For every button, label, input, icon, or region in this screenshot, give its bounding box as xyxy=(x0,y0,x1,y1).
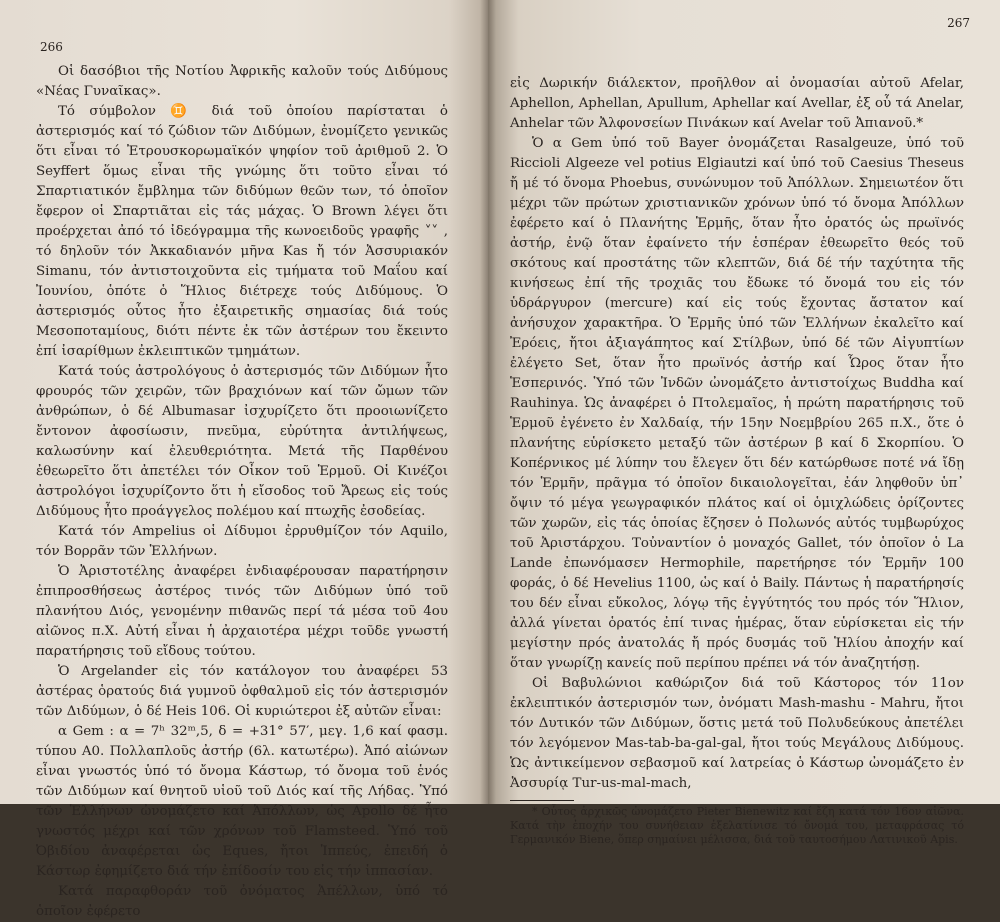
paragraph: Κατά παραφθοράν τοῦ ὀνόματος Ἀπέλλων, ὑπό τό ὁποῖον ἐφέρετο xyxy=(36,884,448,919)
paragraph: Κατά τόν Ampelius οἱ Δίδυμοι ἐρρυθμίζον τόν Aquilo, τόν Βορρᾶν τῶν Ἑλλήνων. xyxy=(36,524,448,559)
page-text xyxy=(36,62,448,922)
right-page xyxy=(488,0,1000,846)
footnote-rule xyxy=(510,800,574,801)
paragraph: εἰς Δωρικήν διάλεκτον, προῆλθον αἱ ὀνομασίαι αὐτοῦ Afelar, Aphellon, Aphellan, Apullum, Aphellar καί Avellar, ἐξ οὗ τά Anelar, Anhelar τῶν Ἀλφονσείων Πινάκων καί Avelar τοῦ Ἀπιανοῦ.* xyxy=(510,76,964,131)
page-text xyxy=(510,74,964,847)
paragraph: Τό σύμβολον ♊ διά τοῦ ὁποίου παρίσταται ὁ ἀστερισμός καί τό ζώδιον τῶν Διδύμων, ἐνομίζετο γενικῶς ὅτι εἶναι τό Ἐτρουσκορωμαϊκόν ψηφίον τοῦ ἀριθμοῦ 2. Ὁ Seyffert ὅμως εἶναι τῆς γνώμης ὅτι τοῦτο εἶναι τό Σπαρτιατικόν ἔμβλημα τῶν διδύμων θεῶν των, τό ὁποῖον ἔφερον οἱ Σπαρτιᾶται εἰς τάς μάχας. Ὁ Brown λέγει ὅτι προέρχεται ἀπό τό ἰδεόγραμμα τῆς κωνοειδοῦς γραφῆς ˅˅ , τό δηλοῦν τόν Ἀκκαδιανόν μῆνα Kas ἤ τόν Ἀσσυριακόν Simanu, τόν ἀντιστοιχοῦντα εἰς τμήματα τοῦ Μαΐου καί Ἰουνίου, ὁπότε ὁ Ἥλιος διέτρεχε τούς Διδύμους. Ὁ ἀστερισμός οὗτος ἦτο ἐξαιρετικῆς σημασίας διά τούς Μεσοποταμίους, διότι πέντε ἐκ τῶν ἀστέρων του ἔκειντο ἐπί ἰσαρίθμων ἐκλειπτικῶν τμημάτων. xyxy=(36,104,448,359)
paragraph: Κατά τούς ἀστρολόγους ὁ ἀστερισμός τῶν Διδύμων ἦτο φρουρός τῶν χειρῶν, τῶν βραχιόνων καί τῶν ὤμων τῶν ἀνθρώπων, ὁ δέ Albumasar ἰσχυρίζετο ὅτι προοιωνίζετο ἔντονον ἀφοσίωσιν, πνεῦμα, εὐρύτητα ἀντιλήψεως, καλωσύνην καί ἐλευθεριότητα. Μετά τῆς Παρθένου ἐθεωρεῖτο ὅτι ἀπετέλει τόν Οἶκον τοῦ Ἑρμοῦ. Οἱ Κινέζοι ἀστρολόγοι ἰσχυρίζοντο ὅτι ἡ εἴσοδος τοῦ Ἄρεως εἰς τούς Διδύμους ἦτο προάγγελος πολέμου καί πτωχῆς ἐσοδείας. xyxy=(36,364,448,519)
page-number: 266 xyxy=(40,40,63,54)
paragraph: Ὁ Argelander εἰς τόν κατάλογον του ἀναφέρει 53 ἀστέρας ὁρατούς διά γυμνοῦ ὀφθαλμοῦ εἰς τόν ἀστερισμόν τῶν Διδύμων, ὁ δέ Heis 106. Οἱ κυριώτεροι ἐξ αὐτῶν εἶναι: xyxy=(36,664,448,719)
left-page xyxy=(0,0,488,919)
paragraph: α Gem : α = 7ʰ 32ᵐ,5, δ = +31° 57′, μεγ. 1,6 καί φασμ. τύπου A0. Πολλαπλοῦς ἀστήρ (6λ. κατωτέρω). Ἀπό αἰώνων εἶναι γνωστός ὑπό τό ὄνομα Κάστωρ, τό ὄνομα τοῦ ἑνός τῶν Διδύμων καί θνητοῦ υἱοῦ τοῦ Διός καί τῆς Λήδας. Ὑπό τῶν Ἑλλήνων ὠνομάζετο καί Ἀπόλλων, ὡς Apollo δέ ἦτο γνωστός μέχρι καί τῶν χρόνων τοῦ Flamsteed. Ὑπό τοῦ Ὀβιδίου ἀναφέρεται ὡς Eques, ἤτοι Ἱππεύς, ἐπειδή ὁ Κάστωρ ἐφημίζετο διά τήν ἐπίδοσίν του εἰς τήν ἱππασίαν. xyxy=(36,724,448,879)
paragraph: Οἱ δασόβιοι τῆς Νοτίου Ἀφρικῆς καλοῦν τούς Διδύμους «Νέας Γυναῖκας». xyxy=(36,64,448,99)
footnote: * Οὗτος ἀρχικῶς ὠνομάζετο Pieter Bienewitz καί ἔζη κατά τόν 16ον αἰῶνα. Κατά τὴν ἐποχήν του συνήθειαν ἐξελατίνισε τό ὄνομά του, μεταφράσας τό Γερμανικόν Biene, ὅπερ σημαίνει μέλισσα, διά τοῦ ταυτοσήμου Λατινικοῦ Apis. xyxy=(510,805,964,846)
paragraph: Ὁ α Gem ὑπό τοῦ Bayer ὀνομάζεται Rasalgeuze, ὑπό τοῦ Riccioli Algeeze vel potius Elgiautzi καί ὑπό τοῦ Caesius Theseus ἤ μέ τό ὄνομα Phoebus, συνώνυμον τοῦ Ἀπόλλων. Σημειωτέον ὅτι μέχρι τῶν πρώτων χριστιανικῶν χρόνων ὑπό τό ὄνομα Ἀπόλλων ἐφέρετο καί ὁ Πλανήτης Ἑρμῆς, ὅταν ἦτο ὁρατός ὡς πρωϊνός ἀστήρ, ἐνῷ ὅταν ἐφαίνετο τήν ἑσπέραν ἐθεωρεῖτο θεός τοῦ σκότους καί προστάτης τῶν κλεπτῶν, διά δέ τήν ταχύτητα τῆς κινήσεως ἐπί τῆς τροχιᾶς του ἔδωκε τό ὄνομά του εἰς τόν ὑδράργυρον (mercure) καί εἰς τούς ἔχοντας ἄστατον καί ἀνήσυχον χαρακτῆρα. Ὁ Ἑρμῆς ὑπό τῶν Ἑλλήνων ἐκαλεῖτο καί Ἐρόεις, ἤτοι ἀξιαγάπητος καί Στίλβων, ὑπό δέ τῶν Αἰγυπτίων ἐλέγετο Set, ὅταν ἦτο πρωϊνός ἀστήρ καί Ὧρος ὅταν ἦτο Ἑσπερινός. Ὑπό τῶν Ἰνδῶν ὠνομάζετο ἀντιστοίχως Buddha καί Rauhinya. Ὡς ἀναφέρει ὁ Πτολεμαῖος, ἡ πρώτη παρατήρησις τοῦ Ἑρμοῦ ἐγένετο ἐν Χαλδαίᾳ, τήν 15ην Νοεμβρίου 265 π.Χ., ὅτε ὁ πλανήτης εὑρίσκετο μεταξύ τῶν ἀστέρων β καί δ Σκορπίου. Ὁ Κοπέρνικος μέ λύπην του ἔλεγεν ὅτι δέν κατώρθωσε ποτέ νά ἴδῃ τόν Ἑρμῆν, πρᾶγμα τό ὁποῖον δικαιολογεῖται, ἐάν ληφθοῦν ὑπ᾽ ὄψιν τό μέγα γεωγραφικόν πλάτος καί οἱ ὁμιχλώδεις ὁρίζοντες τῶν χωρῶν, εἰς τάς ὁποίας ἔζησεν ὁ Πολωνός αὐτός τυμβωρύχος τοῦ Ἀριστάρχου. Τοὐναντίον ὁ μοναχός Gallet, τόν ὁποῖον ὁ La Lande ἐπωνόμασεν Hermophile, παρετήρησε τόν Ἑρμῆν 100 φοράς, ὁ δέ Hevelius 1100, ὡς καί ὁ Baily. Πάντως ἡ παρατήρησίς του δέν εἶναι εὔκολος, λόγῳ τῆς ἐγγύτητός του πρός τόν Ἥλιον, ἀλλά γίνεται ὁρατός ἐπί τινας ἡμέρας, ὅταν εὑρίσκεται εἰς τήν μεγίστην πρός ἀνατολάς ἤ πρός δυσμάς τοῦ Ἡλίου ἀποχήν καί ὅταν γνωρίζῃ κανείς ποῦ περίπου πρέπει νά τόν ἀναζητήσῃ. xyxy=(510,136,964,671)
book-gutter xyxy=(480,0,496,804)
paragraph: Οἱ Βαβυλώνιοι καθώριζον διά τοῦ Κάστορος τόν 11ον ἐκλειπτικόν ἀστερισμόν των, ὀνόματι Mash-mashu - Mahru, ἤτοι τόν Δυτικόν τῶν Διδύμων, ὅστις μετά τοῦ Πολυδεύκους ἀπετέλει τόν λεγόμενον Mas-tab-ba-gal-gal, ἤτοι τούς Μεγάλους Διδύμους. Ὡς ἀντικείμενον σεβασμοῦ καί λατρείας ὁ Κάστωρ ὠνομάζετο ἐν Ἀσσυρίᾳ Tur-us-mal-mach, xyxy=(510,676,964,791)
page-number: 267 xyxy=(947,16,970,30)
paragraph: Ὁ Ἀριστοτέλης ἀναφέρει ἐνδιαφέρουσαν παρατήρησιν ἐπιπροσθήσεως ἀστέρος τινός τῶν Διδύμων ὑπό τοῦ πλανήτου Διός, γενομένην πιθανῶς περί τά μέσα τοῦ 4ου αἰῶνος π.Χ. Αὐτή εἶναι ἡ ἀρχαιοτέρα μέχρι τοῦδε γνωστή παρατήρησις τοῦ εἴδους τούτου. xyxy=(36,564,448,659)
